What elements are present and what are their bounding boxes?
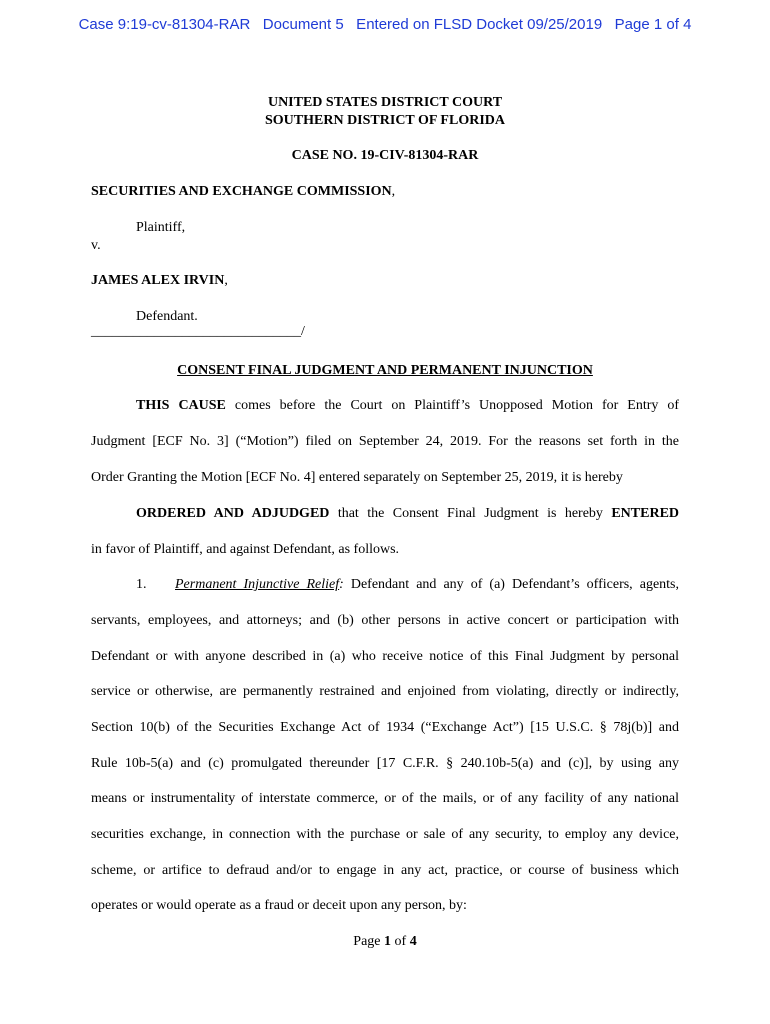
case-number: CASE NO. 19-CIV-81304-RAR xyxy=(291,148,479,163)
plaintiff-label: Plaintiff, xyxy=(136,220,186,235)
caption-rule: ______________________________/ xyxy=(91,324,305,339)
para3-line: securities exchange, in connection with the purchase or sale of any security, to employ any device, xyxy=(91,827,679,842)
defendant-comma: , xyxy=(224,273,228,288)
para3-colon: : xyxy=(339,577,344,592)
para2-line2: in favor of Plaintiff, and against Defendant, as follows. xyxy=(91,542,400,557)
ordered-adjudged: ORDERED AND ADJUDGED xyxy=(136,506,330,521)
entered: ENTERED xyxy=(611,506,679,521)
para3-line: Section 10(b) of the Securities Exchange Act of 1934 (“Exchange Act”) [15 U.S.C. § 78j(b)] and xyxy=(91,720,679,735)
para3-line: Defendant or with anyone described in (a) who receive notice of this Final Judgment by personal xyxy=(91,649,679,664)
defendant-name: JAMES ALEX IRVIN xyxy=(91,273,225,288)
defendant-line xyxy=(91,273,228,289)
versus: v. xyxy=(91,238,101,253)
para1-line3: Order Granting the Motion [ECF No. 4] entered separately on September 25, 2019, it is hereby xyxy=(91,470,623,485)
para3-line: servants, employees, and attorneys; and (b) other persons in active concert or participation with xyxy=(91,613,679,628)
document-title xyxy=(0,363,770,379)
para1-line1-text: comes before the Court on Plaintiff’s Unopposed Motion for Entry of xyxy=(234,398,679,413)
para3-heading: Permanent Injunctive Relief xyxy=(175,577,340,592)
para1-line2: Judgment [ECF No. 3] (“Motion”) filed on September 24, 2019. For the reasons set forth in the xyxy=(91,434,679,449)
para2-middle: that the Consent Final Judgment is hereby xyxy=(337,506,603,521)
page-prefix: Page xyxy=(353,934,381,949)
para2-line1 xyxy=(136,506,679,526)
para3-line1-text: Defendant and any of (a) Defendant’s officers, agents, xyxy=(350,577,679,592)
document-title-text: CONSENT FINAL JUDGMENT AND PERMANENT INJUNCTION xyxy=(177,363,593,378)
para3-last-line: operates or would operate as a fraud or deceit upon any person, by: xyxy=(91,898,467,913)
district-name: SOUTHERN DISTRICT OF FLORIDA xyxy=(265,113,505,128)
para3-line1 xyxy=(175,577,679,597)
para3-number: 1. xyxy=(136,577,147,592)
para3-line: means or instrumentality of interstate commerce, or of the mails, or of any facility of any national xyxy=(91,791,679,806)
page-number: 1 xyxy=(384,934,392,949)
plaintiff-line xyxy=(91,184,395,200)
para3-line: Rule 10b-5(a) and (c) promulgated thereunder [17 C.F.R. § 240.10b-5(a) and (c)], by using any xyxy=(91,756,679,771)
para1-line1 xyxy=(136,398,679,418)
page-of: of xyxy=(394,934,407,949)
court-name: UNITED STATES DISTRICT COURT xyxy=(267,95,503,110)
docket-header: Case 9:19-cv-81304-RAR Document 5 Entered on FLSD Docket 09/25/2019 Page 1 of 4 xyxy=(78,16,692,33)
defendant-label: Defendant. xyxy=(136,309,198,324)
page-total: 4 xyxy=(409,934,417,949)
plaintiff-name: SECURITIES AND EXCHANGE COMMISSION xyxy=(91,184,392,199)
para3-line: service or otherwise, are permanently restrained and enjoined from violating, directly or indirectly, xyxy=(91,684,679,699)
para3-line: scheme, or artifice to defraud and/or to engage in any act, practice, or course of business which xyxy=(91,863,679,878)
this-cause: THIS CAUSE xyxy=(136,398,226,413)
page-footer xyxy=(0,934,770,950)
plaintiff-comma: , xyxy=(391,184,396,199)
